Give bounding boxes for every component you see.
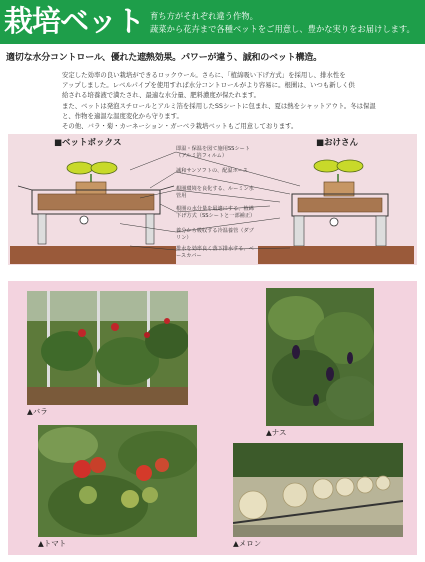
rose-photo [27,291,188,405]
intro-line: また、ベットは発泡スチロールとアルミ箔を採用したSSシートに包まれ、夏は熱をシャットアウト。冬は保温 [62,101,376,110]
intro-paragraph [62,70,380,131]
diagram-label: 養分から吸収する冷温養管（ダブリン） [176,228,254,241]
tagline-line-1: 育ち方がそれぞれ違う作物。 [150,11,258,21]
intro-line: 安定した効率の良い栽培ができるロックウール。さらに、「植綿吸い下げ方式」を採用し、排水性を [62,71,346,79]
diagram-label: 誠和サンソフトの、配温ホース [176,168,248,174]
seedling-icon [314,160,363,184]
photo-caption: ▲バラ [27,407,48,416]
eggplant-photo [266,288,374,426]
photo-caption: ▲メロン [233,539,262,548]
lead-heading: 適切な水分コントロール、優れた遮熱効果。パワーが違う、誠和のベット構造。 [6,53,322,63]
diagram-label: 根圏の水分量を最適にする、植綿下げ方式（SSシートと一部補正） [176,206,256,219]
level-pipe [80,216,88,224]
diagram-label: 即温・保温を図て施用SSシート（アルミ箔フィルム） [176,146,251,159]
tagline [150,10,415,36]
bed-support-leg [38,214,46,244]
page-title: 栽培ベット [4,4,145,38]
tomato-photo [38,425,197,537]
melon-photo [233,443,403,537]
photo-caption: ▲ナス [266,428,287,437]
diagram-label: 根圏環境を良化する、ルーミン水管用 [176,186,254,199]
seedling-icon [67,162,117,184]
diagram-title-okesan: ■おけさん [316,138,359,148]
level-pipe [330,218,338,226]
intro-line: その他、バラ・菊・カーネーション・ガーベラ栽培ベットもご用意しております。 [62,122,298,131]
intro-line: と、作物を適温な温度変化から守ります。 [62,111,183,120]
tagline-line-2: 蔬菜から花卉まで各種ベットをご用意し、豊かな実りをお届けします。 [150,24,415,34]
photo-caption: ▲トマト [38,539,67,548]
diagram-label: 排水を効率良く落下排水する、ベースカバー [176,246,254,259]
intro-line: アップしました。レベルパイプを使用すれば水分コントロールがより容易に。根圏は、いつも新しく供 [62,81,355,90]
diagram-title-bed-box: ■ベットボックス [54,138,122,148]
bed-support-leg [376,216,386,246]
intro-line: 給される培養液で満たされ、最適な水分量、肥料濃度が保たれます。 [62,91,260,100]
